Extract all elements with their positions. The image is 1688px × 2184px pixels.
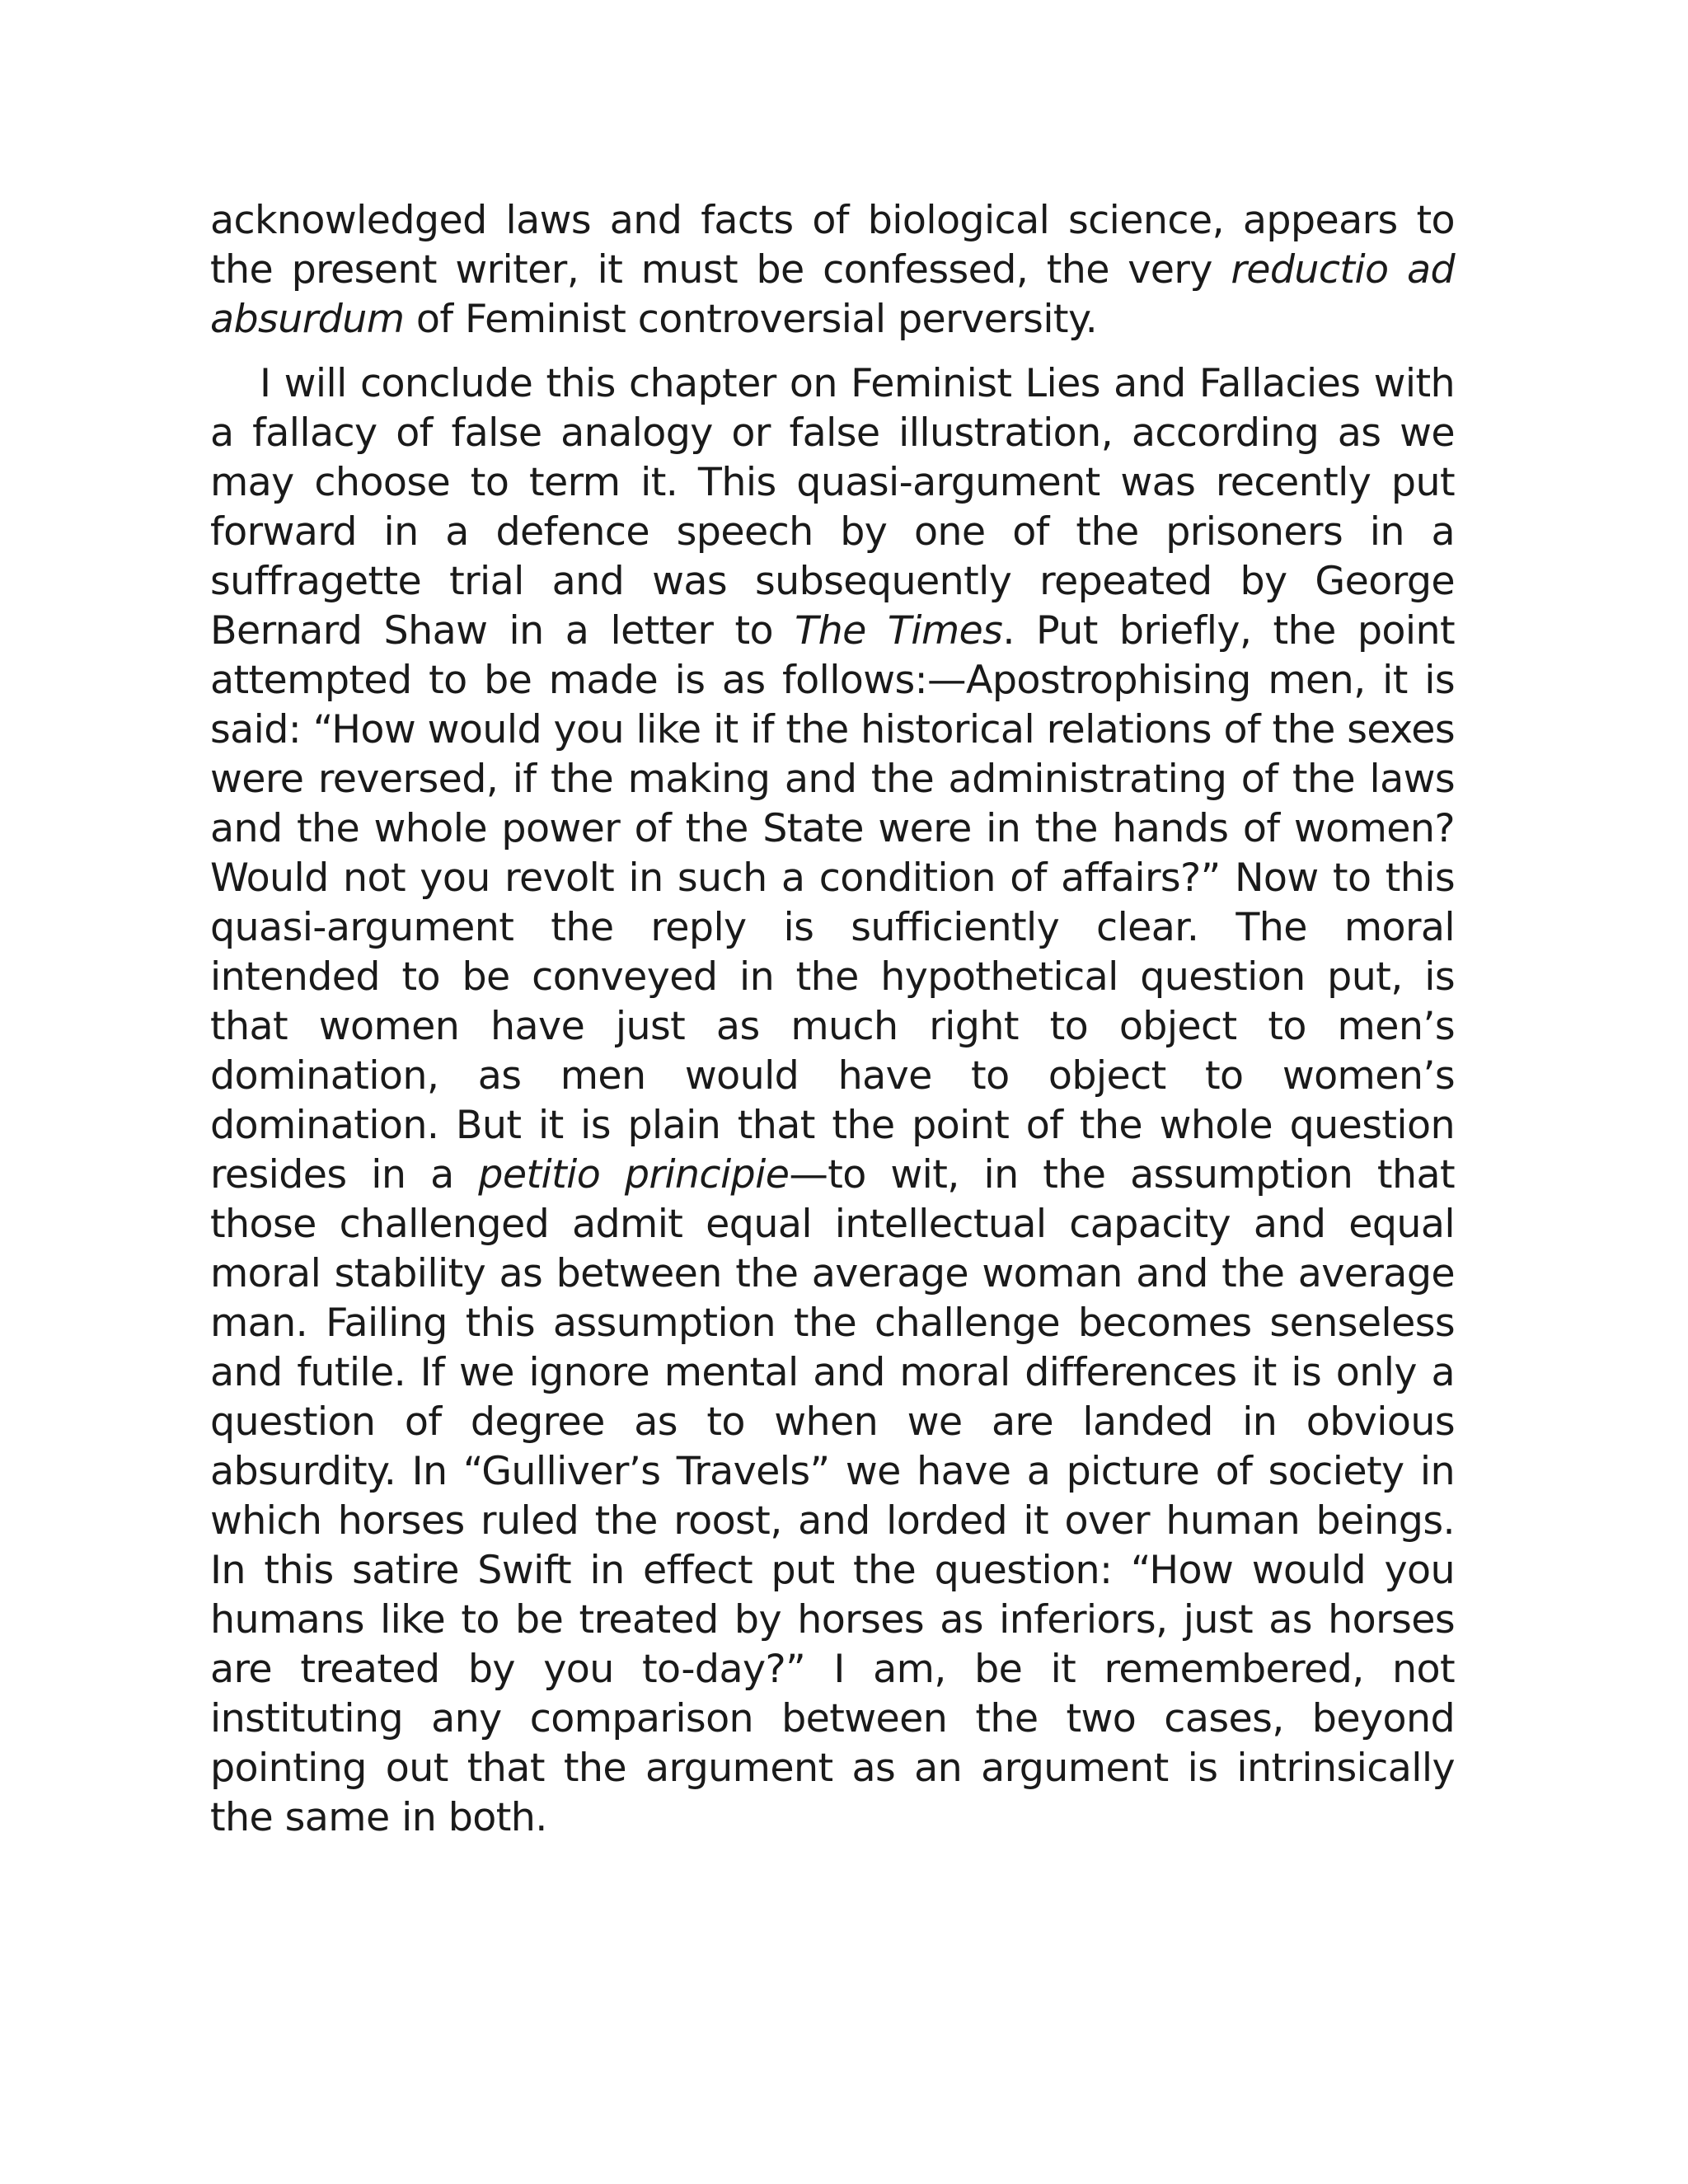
paragraph-2-italic-phrase: petitio principie bbox=[478, 1152, 790, 1197]
document-page bbox=[210, 196, 1455, 1843]
paragraph-1-text-2: of Feminist controversial perversity. bbox=[404, 297, 1098, 342]
paragraph-2-text-3: —to wit, in the assumption that those challenged admit equal intellectual capacity and equal moral stability as between the average woman and the average man. Failing this assumption the challenge becomes senseless and futile. If we ignore mental and moral differences it is only a question of degree as to when we are landed in obvious absurdity. In “Gulliver’s Travels” we have a picture of society in which horses ruled the roost, and lorded it over human beings. In this satire Swift in effect put the question: “How would you humans like to be treated by horses as inferiors, just as horses are treated by you to-day?” I am, be it remembered, not instituting any comparison between the two cases, beyond pointing out that the argument as an argument is intrinsically the same in both. bbox=[210, 1152, 1455, 1840]
paragraph-2-text-2: . Put briefly, the point attempted to be made is as follows:—Apostrophising men, it is said: “How would you like it if the historical relations of the sexes were reversed, if the making and the administrating of the laws and the whole power of the State were in the hands of women? Would not you revolt in such a condition of affairs?” Now to this quasi-argument the reply is sufficiently clear. The moral intended to be conveyed in the hypothetical question put, is that women have just as much right to object to men’s domination, as men would have to object to women’s domination. But it is plain that the point of the whole question resides in a bbox=[210, 608, 1456, 1197]
paragraph-1 bbox=[210, 196, 1455, 344]
paragraph-2-italic-title: The Times bbox=[795, 608, 1003, 654]
paragraph-1-text-1: acknowledged laws and facts of biological science, appears to the present writer, it must be confessed, the very bbox=[210, 198, 1455, 293]
paragraph-2-text-1: I will conclude this chapter on Feminist Lies and Fallacies with a fallacy of false analogy or false illustration, according as we may choose to term it. This quasi-argument was recently put forward in a defence speech by one of the prisoners in a suffragette trial and was subsequently repeated by George Bernard Shaw in a letter to bbox=[210, 361, 1455, 654]
paragraph-2 bbox=[210, 359, 1455, 1843]
paragraph-1-italic-phrase: reductio ad absurdum bbox=[210, 247, 1456, 342]
